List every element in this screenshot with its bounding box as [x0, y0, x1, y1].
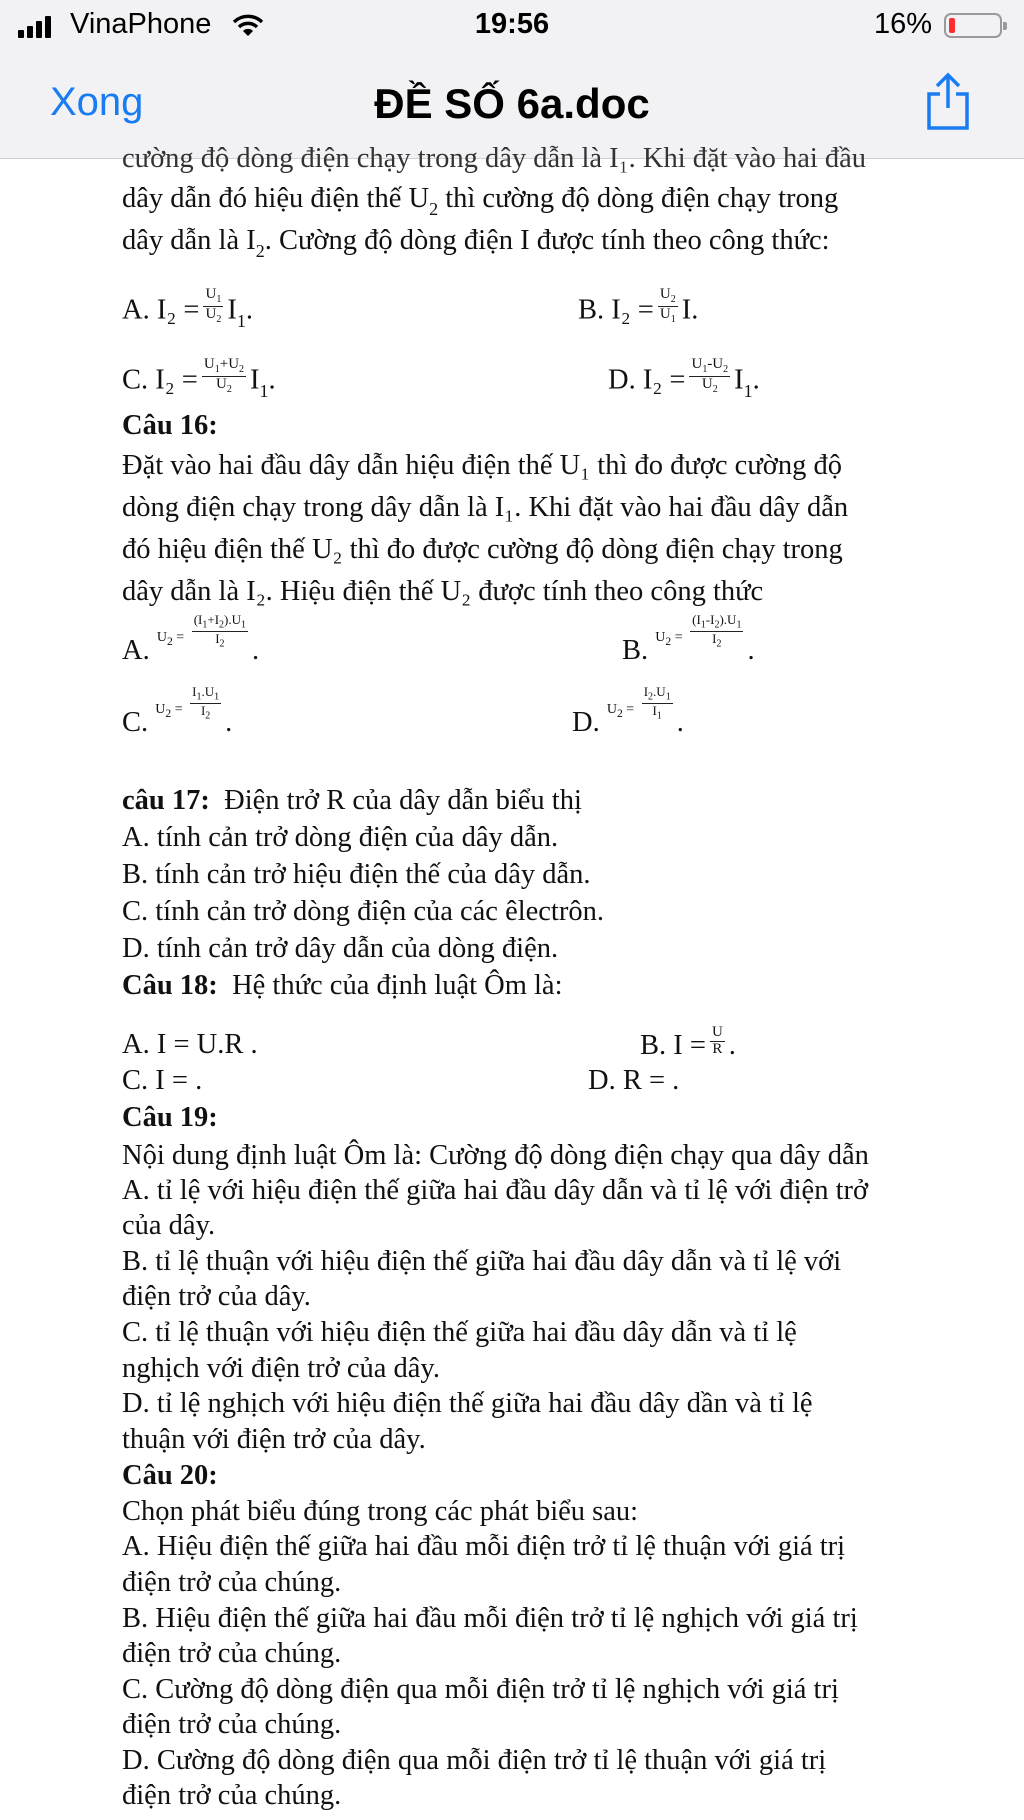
q19-option-c: C. tỉ lệ thuận với hiệu điện thế giữa hai đầu dây dẫn và tỉ lệ [122, 1317, 797, 1348]
q20-heading: Câu 20: [122, 1460, 218, 1491]
status-bar [0, 0, 1024, 52]
q18-option-b: B. I = $\frac{U}{R}$ . [640, 1024, 736, 1061]
q17-option-d: D. tính cản trở dây dẫn của dòng điện. [122, 933, 559, 964]
cut-off-line: cường độ dòng điện chạy trong dây dẫn là I₁. Khi đặt vào hai đầu [122, 143, 867, 174]
q16-stem-line: dòng điện chạy trong dây dẫn là I₁. Khi đặt vào hai đầu dây dẫn [122, 492, 849, 523]
q15-line: dây dẫn là $I_2$. Cường độ dòng điện I được tính theo công thức: [122, 225, 830, 261]
q20-option-c: C. Cường độ dòng điện qua mỗi điện trở tỉ lệ nghịch với giá trị [122, 1674, 839, 1705]
battery-percent: 16% [873, 8, 932, 40]
document-title: ĐỀ SỐ 6a.doc [374, 80, 650, 127]
q16-option-a: A. $^{U_2 = \frac{(I_1+I_2).U_1}{I_2}}$ . [122, 612, 260, 666]
q20-option-a: A. Hiệu điện thế giữa hai đầu mỗi điện trở tỉ lệ thuận với giá trị [122, 1531, 846, 1562]
q15-option-d: D. I₂ = $\frac{U_1-U_2}{U_2}$ $I_1$. [608, 356, 760, 401]
q15-option-c: C. I₂ = $\frac{U_1+U_2}{U_2}$ $I_1$. [122, 356, 276, 401]
q19-option-a-cont: của dây. [122, 1210, 216, 1241]
q20-option-a-cont: điện trở của chúng. [122, 1567, 342, 1598]
q17-option-c: C. tính cản trở dòng điện của các êlectrôn. [122, 896, 604, 927]
q19-option-b: B. tỉ lệ thuận với hiệu điện thế giữa hai đầu dây dẫn và tỉ lệ với [122, 1246, 842, 1277]
battery-icon [944, 13, 1002, 38]
q19-stem: Nội dung định luật Ôm là: Cường độ dòng điện chạy qua dây dẫn [122, 1140, 869, 1171]
q20-stem: Chọn phát biểu đúng trong các phát biểu sau: [122, 1496, 639, 1527]
q19-option-c-cont: nghịch với điện trở của dây. [122, 1353, 440, 1384]
carrier-name: VinaPhone [70, 8, 212, 40]
q15-line: dây dẫn đó hiệu điện thế $U_2$ thì cường độ dòng điện chạy trong [122, 183, 839, 219]
q19-heading: Câu 19: [122, 1102, 218, 1133]
q16-heading: Câu 16: [122, 410, 218, 441]
q16-stem-line: đó hiệu điện thế U₂ thì đo được cường độ dòng điện chạy trong [122, 534, 843, 565]
q17-question: câu 17: Điện trở R của dây dẫn biểu thị [122, 785, 582, 816]
q19-option-a: A. tỉ lệ với hiệu điện thế giữa hai đầu dây dẫn và tỉ lệ với điện trở [122, 1175, 869, 1206]
q20-option-c-cont: điện trở của chúng. [122, 1709, 342, 1740]
q15-option-b: B. I₂ = $\frac{U_2}{U_1}$ I. [578, 286, 699, 326]
q17-option-a: A. tính cản trở dòng điện của dây dẫn. [122, 822, 559, 853]
q20-option-d-cont: điện trở của chúng. [122, 1780, 342, 1811]
q18-option-a: A. I = U.R . [122, 1029, 258, 1060]
q20-option-d: D. Cường độ dòng điện qua mỗi điện trở tỉ lệ thuận với giá trị [122, 1745, 827, 1776]
q20-option-b-cont: điện trở của chúng. [122, 1638, 342, 1669]
share-icon[interactable] [924, 72, 972, 137]
q16-option-c: C. $^{U_2 = \frac{I_1.U_1}{I_2}}$ . [122, 684, 233, 738]
q16-stem-line: dây dẫn là I₂. Hiệu điện thế U₂ được tính theo công thức [122, 576, 764, 607]
q19-option-b-cont: điện trở của dây. [122, 1281, 311, 1312]
q18-question: Câu 18: Hệ thức của định luật Ôm là: [122, 970, 563, 1001]
clock: 19:56 [474, 8, 550, 40]
q16-option-b: B. $^{U_2 = \frac{(I_1-I_2).U_1}{I_2}}$ . [622, 612, 755, 666]
q18-option-d: D. R = . [588, 1065, 680, 1096]
q18-option-c: C. I = . [122, 1065, 203, 1096]
q20-option-b: B. Hiệu điện thế giữa hai đầu mỗi điện trở tỉ lệ nghịch với giá trị [122, 1603, 858, 1634]
q15-option-a: A. I₂ = $\frac{U_1}{U_2}$ $I_1$. [122, 286, 253, 331]
done-button[interactable]: Xong [50, 80, 144, 124]
document-content[interactable] [0, 143, 1024, 1820]
q19-option-d: D. tỉ lệ nghịch với hiệu điện thế giữa hai đầu dây dần và tỉ lệ [122, 1388, 813, 1419]
q17-option-b: B. tính cản trở hiệu điện thế của dây dẫn. [122, 859, 591, 890]
q19-option-d-cont: thuận với điện trở của dây. [122, 1424, 426, 1455]
q16-stem-line: Đặt vào hai đầu dây dẫn hiệu điện thế U₁ thì đo được cường độ [122, 450, 842, 481]
q16-option-d: D. $^{U_2 = \frac{I_2.U_1}{I_1}}$ . [572, 684, 684, 738]
